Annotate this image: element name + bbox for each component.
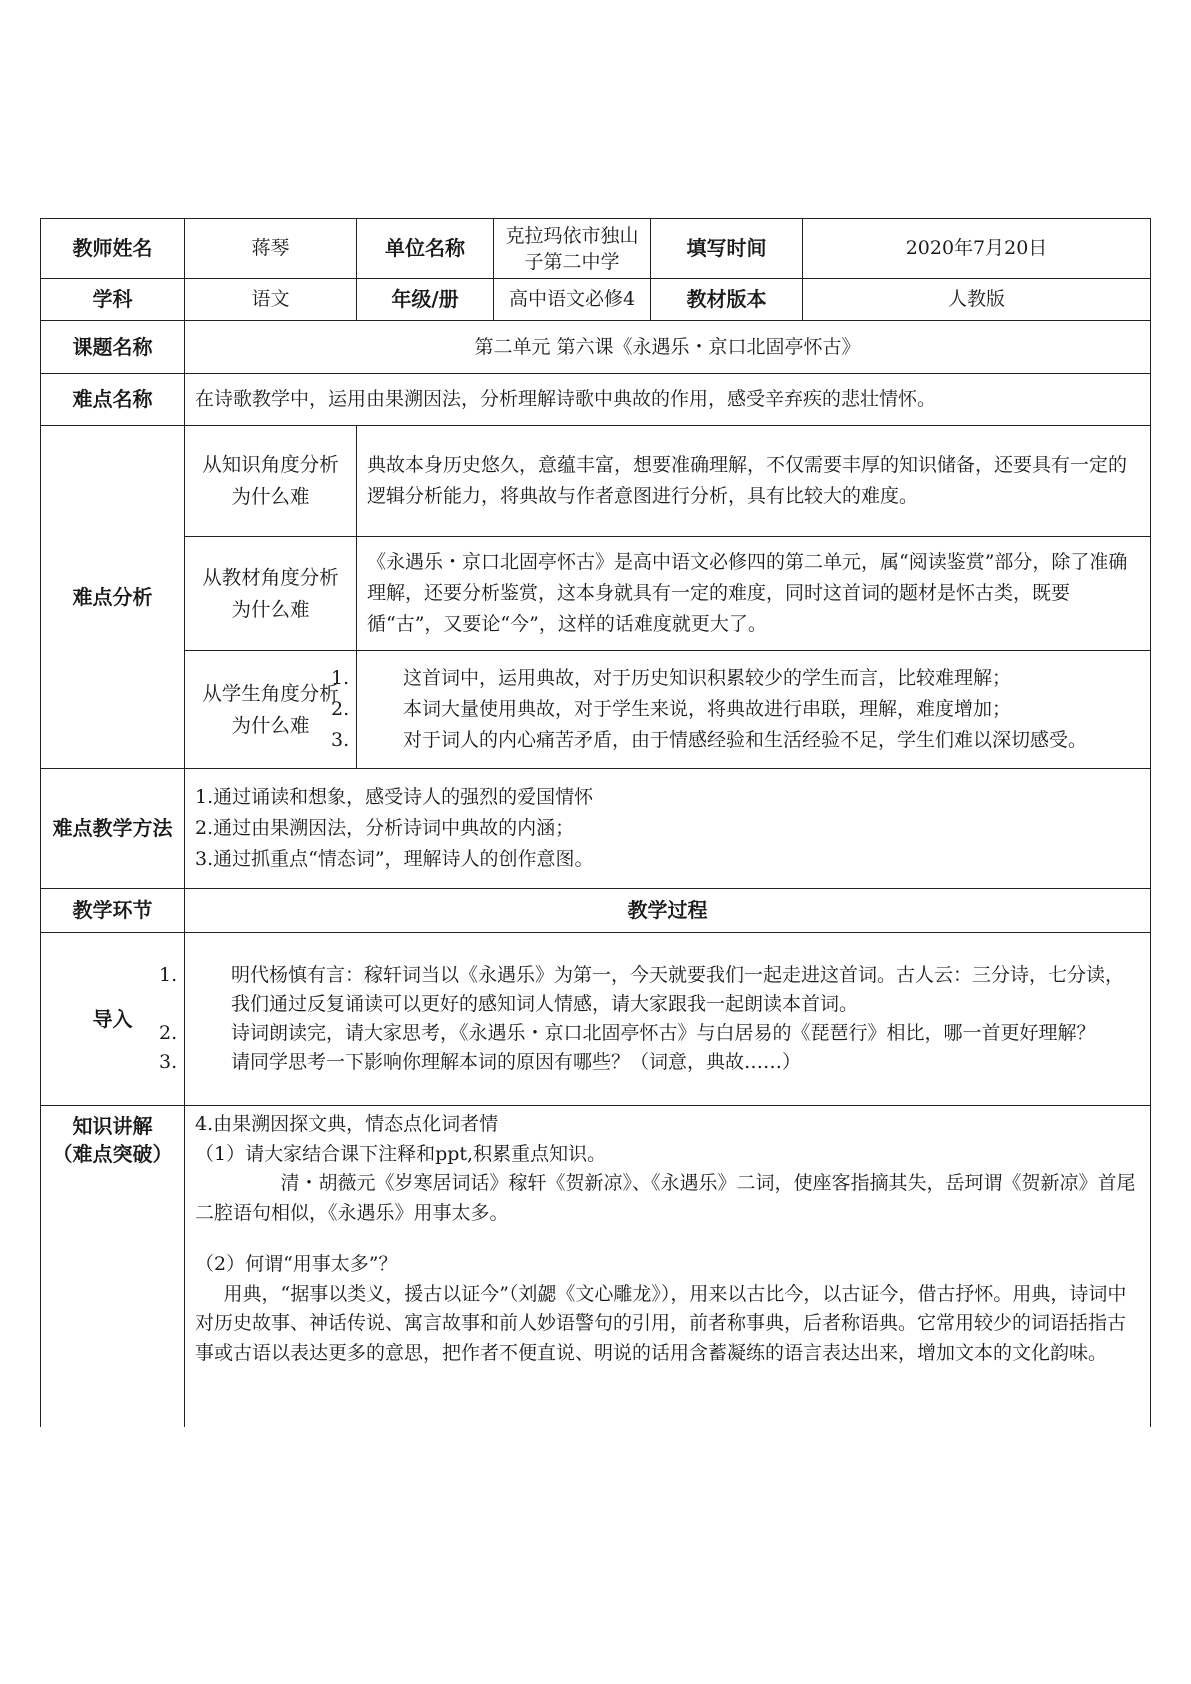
student-angle-list bbox=[331, 651, 1151, 769]
topic-label: 课题名称 bbox=[41, 321, 185, 374]
student-angle-label: 从学生角度分析为什么难 bbox=[185, 651, 357, 769]
difficulty-value: 在诗歌教学中，运用由果溯因法，分析理解诗歌中典故的作用，感受辛弃疾的悲壮情怀。 bbox=[185, 374, 1151, 426]
topic-value: 第二单元 第六课《永遇乐・京口北固亭怀古》 bbox=[185, 321, 1151, 374]
list-item: 2. 诗词朗读完，请大家思考，《永遇乐・京口北固亭怀古》与白居易的《琵琶行》相比，哪一首更好理解？ bbox=[159, 1022, 1096, 1044]
intro-label: 导入 bbox=[41, 933, 185, 1106]
analysis-row-student bbox=[41, 651, 1151, 769]
edition-label: 教材版本 bbox=[651, 279, 803, 321]
list-item: 1. 这首词中，运用典故，对于历史知识积累较少的学生而言，比较难理解； bbox=[331, 667, 1012, 689]
knowledge-step-1: （1）请大家结合课下注释和ppt,积累重点知识。 bbox=[195, 1142, 607, 1165]
header-row-2 bbox=[41, 279, 1151, 321]
list-item: 3. 请同学思考一下影响你理解本词的原因有哪些？（词意，典故……） bbox=[159, 1051, 802, 1073]
teacher-label: 教师姓名 bbox=[41, 219, 185, 279]
list-item: 3.通过抓重点“情态词”，理解诗人的创作意图。 bbox=[195, 848, 594, 870]
intro-row bbox=[41, 933, 1151, 1106]
textbook-angle-text: 《永遇乐・京口北固亭怀古》是高中语文必修四的第二单元，属“阅读鉴赏”部分，除了准确理解，还要分析鉴赏，这本身就具有一定的难度，同时这首词的题材是怀古类，既要循“古”，又要论“今”，这样的话难度就更大了。 bbox=[357, 537, 1151, 651]
method-list bbox=[185, 769, 1151, 889]
method-label: 难点教学方法 bbox=[41, 769, 185, 889]
analysis-label: 难点分析 bbox=[41, 426, 185, 769]
date-value: 2020年7月20日 bbox=[803, 219, 1151, 279]
knowledge-label-line2: （难点突破） bbox=[52, 1142, 173, 1166]
analysis-row-textbook bbox=[41, 537, 1151, 651]
knowledge-quote: 清・胡薇元《岁寒居词话》稼轩《贺新凉》、《永遇乐》二词，使座客指摘其失，岳珂谓《贺新凉》首尾二腔语句相似，《永遇乐》用事太多。 bbox=[195, 1172, 1136, 1224]
list-item: 3. 对于词人的内心痛苦矛盾，由于情感经验和生活经验不足，学生们难以深切感受。 bbox=[331, 729, 1088, 751]
subject-label: 学科 bbox=[41, 279, 185, 321]
edition-value: 人教版 bbox=[803, 279, 1151, 321]
list-item: 2. 本词大量使用典故，对于学生来说，将典故进行串联，理解，难度增加； bbox=[331, 698, 1012, 720]
knowledge-content bbox=[185, 1106, 1151, 1427]
process-header-row bbox=[41, 889, 1151, 933]
knowledge-label bbox=[41, 1106, 185, 1427]
knowledge-label-line1: 知识讲解 bbox=[72, 1114, 153, 1138]
analysis-row-knowledge bbox=[41, 426, 1151, 537]
knowledge-step-2: （2）何谓“用事太多”？ bbox=[195, 1253, 398, 1275]
intro-list bbox=[159, 933, 1151, 1106]
knowledge-explanation: 用典，“据事以类义，援古以证今”（刘勰《文心雕龙》），用来以古比今，以古证今，借古抒怀。用典，诗词中对历史故事、神话传说、寓言故事和前人妙语警句的引用，前者称事典，后者称语典。它常用较少的词语括指古事或古语以表达更多的意思，把作者不便直说、明说的话用含蓄凝练的语言表达出来，增加文本的文化韵味。 bbox=[195, 1282, 1127, 1364]
list-item: 1.通过诵读和想象，感受诗人的强烈的爱国情怀 bbox=[195, 786, 594, 808]
grade-value: 高中语文必修4 bbox=[494, 279, 651, 321]
knowledge-row bbox=[41, 1106, 1151, 1427]
date-label: 填写时间 bbox=[651, 219, 803, 279]
stage-label: 教学环节 bbox=[41, 889, 185, 933]
lesson-plan-table bbox=[40, 218, 1151, 1427]
method-row bbox=[41, 769, 1151, 889]
subject-value: 语文 bbox=[185, 279, 357, 321]
unit-value: 克拉玛依市独山子第二中学 bbox=[494, 219, 651, 279]
list-item: 1. 明代杨慎有言：稼轩词当以《永遇乐》为第一，今天就要我们一起走进这首词。古人云：三分诗，七分读，我们通过反复诵读可以更好的感知词人情感，请大家跟我一起朗读本首词。 bbox=[159, 964, 1125, 1015]
textbook-angle-label: 从教材角度分析为什么难 bbox=[185, 537, 357, 651]
difficulty-label: 难点名称 bbox=[41, 374, 185, 426]
grade-label: 年级/册 bbox=[357, 279, 494, 321]
knowledge-angle-label: 从知识角度分析为什么难 bbox=[185, 426, 357, 537]
teacher-value: 蒋琴 bbox=[185, 219, 357, 279]
knowledge-heading: 4.由果溯因探文典，情态点化词者情 bbox=[195, 1113, 499, 1135]
knowledge-angle-text: 典故本身历史悠久，意蕴丰富，想要准确理解，不仅需要丰厚的知识储备，还要具有一定的逻辑分析能力，将典故与作者意图进行分析，具有比较大的难度。 bbox=[357, 426, 1151, 537]
topic-row bbox=[41, 321, 1151, 374]
unit-label: 单位名称 bbox=[357, 219, 494, 279]
list-item: 2.通过由果溯因法，分析诗词中典故的内涵； bbox=[195, 817, 575, 839]
header-row-1 bbox=[41, 219, 1151, 279]
process-label: 教学过程 bbox=[185, 889, 1151, 933]
difficulty-row bbox=[41, 374, 1151, 426]
